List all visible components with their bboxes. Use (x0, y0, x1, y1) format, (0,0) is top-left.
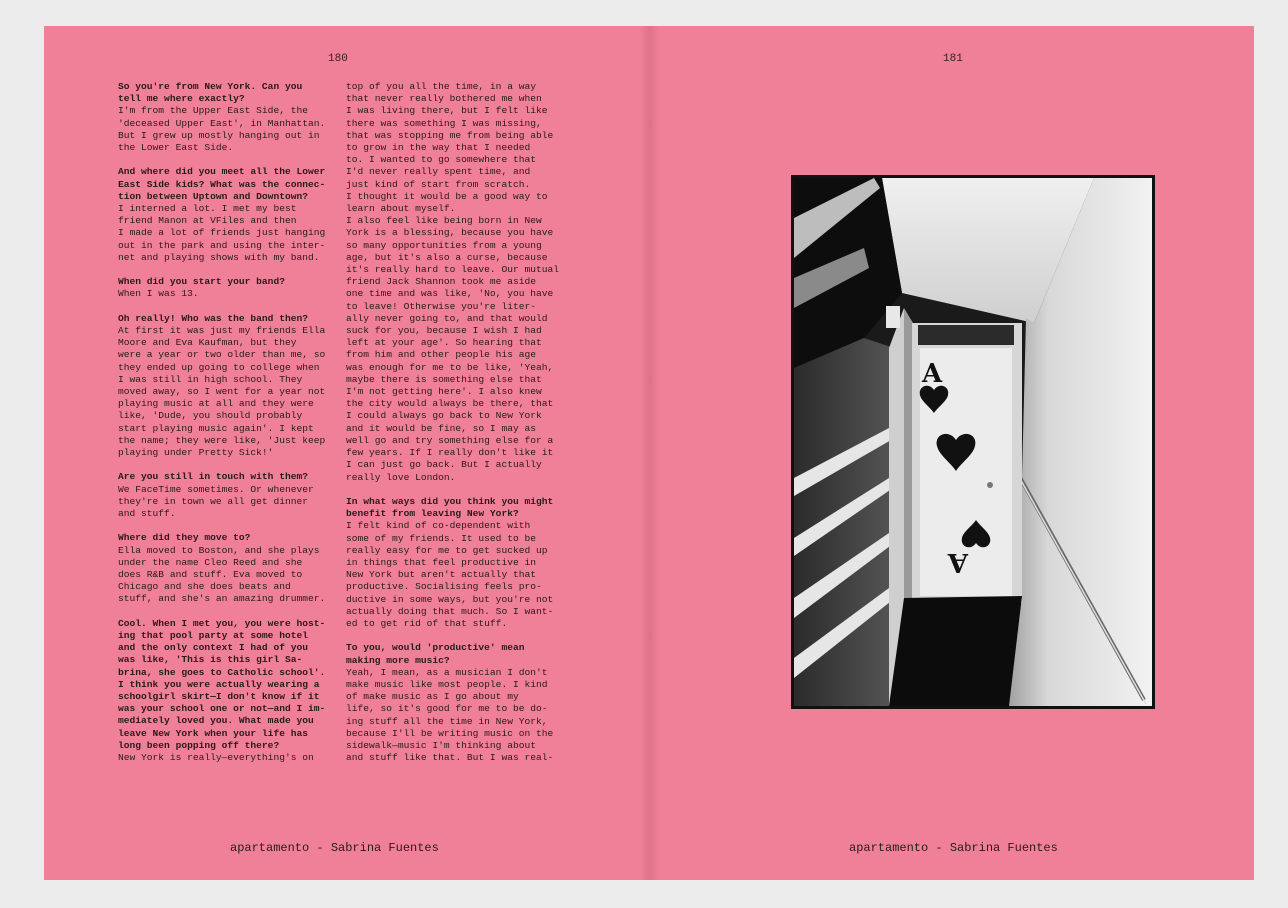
interview-answer: When I was 13. (118, 288, 199, 300)
interview-answer: I felt kind of co-dependent with some of my friends. It used to be really easy for me to get sucked up in things that feel productive in New York but aren't actually that productive. Socialising feels pro- ductive in some ways, but you're not actually doing that much. So I want- ed to get rid of that stuff. (346, 520, 554, 629)
right-page (649, 26, 1254, 880)
interview-answer: Ella moved to Boston, and she plays under the name Cleo Reed and she does R&B and stuff. Eva moved to Chicago and she does beats and stuff, and she's an amazing drummer. (118, 544, 326, 605)
interview-block (118, 532, 336, 605)
magazine-spread (44, 26, 1254, 880)
interview-block (118, 313, 336, 459)
interview-question: And where did you meet all the Lower East Side kids? What was the connec- tion between Uptown and Downtown? (118, 166, 326, 202)
interview-question: When did you start your band? (118, 276, 285, 288)
interview-answer: We FaceTime sometimes. Or whenever they're in town we all get dinner and stuff. (118, 483, 314, 520)
interview-question: Are you still in touch with them? (118, 471, 308, 483)
interview-answer: New York is really—everything's on (118, 752, 314, 764)
page-number-left: 180 (328, 53, 348, 65)
interview-block (346, 642, 564, 764)
interview-block (118, 166, 336, 264)
interview-block (346, 496, 564, 630)
photo (791, 175, 1155, 709)
interview-question: To you, would 'productive' mean making more music? (346, 642, 525, 666)
ace-rank-bottom: A (947, 547, 968, 577)
interview-block (118, 276, 336, 300)
left-page (44, 26, 649, 880)
text-column-2 (346, 81, 564, 777)
text-column-1 (118, 81, 336, 776)
page-number-right: 181 (943, 53, 963, 65)
interview-answer: Yeah, I mean, as a musician I don't make music like most people. I kind of make music as I go about my life, so it's good for me to be do- ing stuff all the time in New York, because I'll be writing music on the sidewalk—music I'm thinking about and stuff like that. But I was real- (346, 666, 554, 764)
interview-question: So you're from New York. Can you tell me where exactly? (118, 81, 303, 105)
interview-block (118, 618, 336, 764)
interview-question: Cool. When I met you, you were host- ing that pool party at some hotel and the only context I had of you was like, 'This is this girl Sa- brina, she goes to Catholic school'. I think you were actually wearing a schoolgirl skirt—I don't know if it was your school one or not—and I im- mediately loved you. What made you leave New York when your life has long been popping off there? (118, 617, 326, 751)
ace-rank-top: A (922, 359, 943, 389)
interview-block (118, 471, 336, 520)
footer-right: apartamento - Sabrina Fuentes (849, 841, 1058, 855)
interview-answer: top of you all the time, in a way that never really bothered me when I was living there, but I felt like there was something I was missing, that was stopping me from being able to grow in the way that I needed to. I wanted to go somewhere that I'd never really spent time, and just kind of start from scratch. I thought it would be a good way to learn about myself. I also feel like being born in New York is a blessing, because you have so many opportunities from a young age, but it's also a curse, because it's really hard to leave. Our mutual friend Jack Shannon took me aside one time and was like, 'No, you have to leave! Otherwise you're liter- ally never going to, and that would suck for you, because I wish I had left at your age'. So hearing that from him and other people his age was enough for me to be like, 'Yeah, maybe there is something else that I'm not getting here'. I also knew the city would always be there, that I could always go back to New York and it would be fine, so I may as well go and try something else for a few years. If I really don't like it I can just go back. But I actually really love London. (346, 81, 560, 483)
interview-question: In what ways did you think you might benefit from leaving New York? (346, 495, 554, 520)
interview-answer: I'm from the Upper East Side, the 'deceased Upper East', in Manhattan. But I grew up mostly hanging out in the Lower East Side. (118, 105, 326, 154)
footer-left: apartamento - Sabrina Fuentes (230, 841, 439, 855)
interview-block (346, 81, 564, 484)
interview-answer: At first it was just my friends Ella Moore and Eva Kaufman, but they were a year or two older than me, so they ended up going to college when I was still in high school. They moved away, so I went for a year not playing music at all and they were like, 'Dude, you should probably start playing music again'. I kept the name; they were like, 'Just keep playing under Pretty Sick!' (118, 325, 326, 459)
interview-answer: I interned a lot. I met my best friend Manon at VFiles and then I made a lot of friends just hanging out in the park and using the inter- net and playing shows with my band. (118, 203, 326, 263)
hallway-photo-image (794, 178, 1152, 706)
interview-question: Where did they move to? (118, 532, 251, 544)
interview-block (118, 81, 336, 154)
interview-question: Oh really! Who was the band then? (118, 312, 308, 324)
